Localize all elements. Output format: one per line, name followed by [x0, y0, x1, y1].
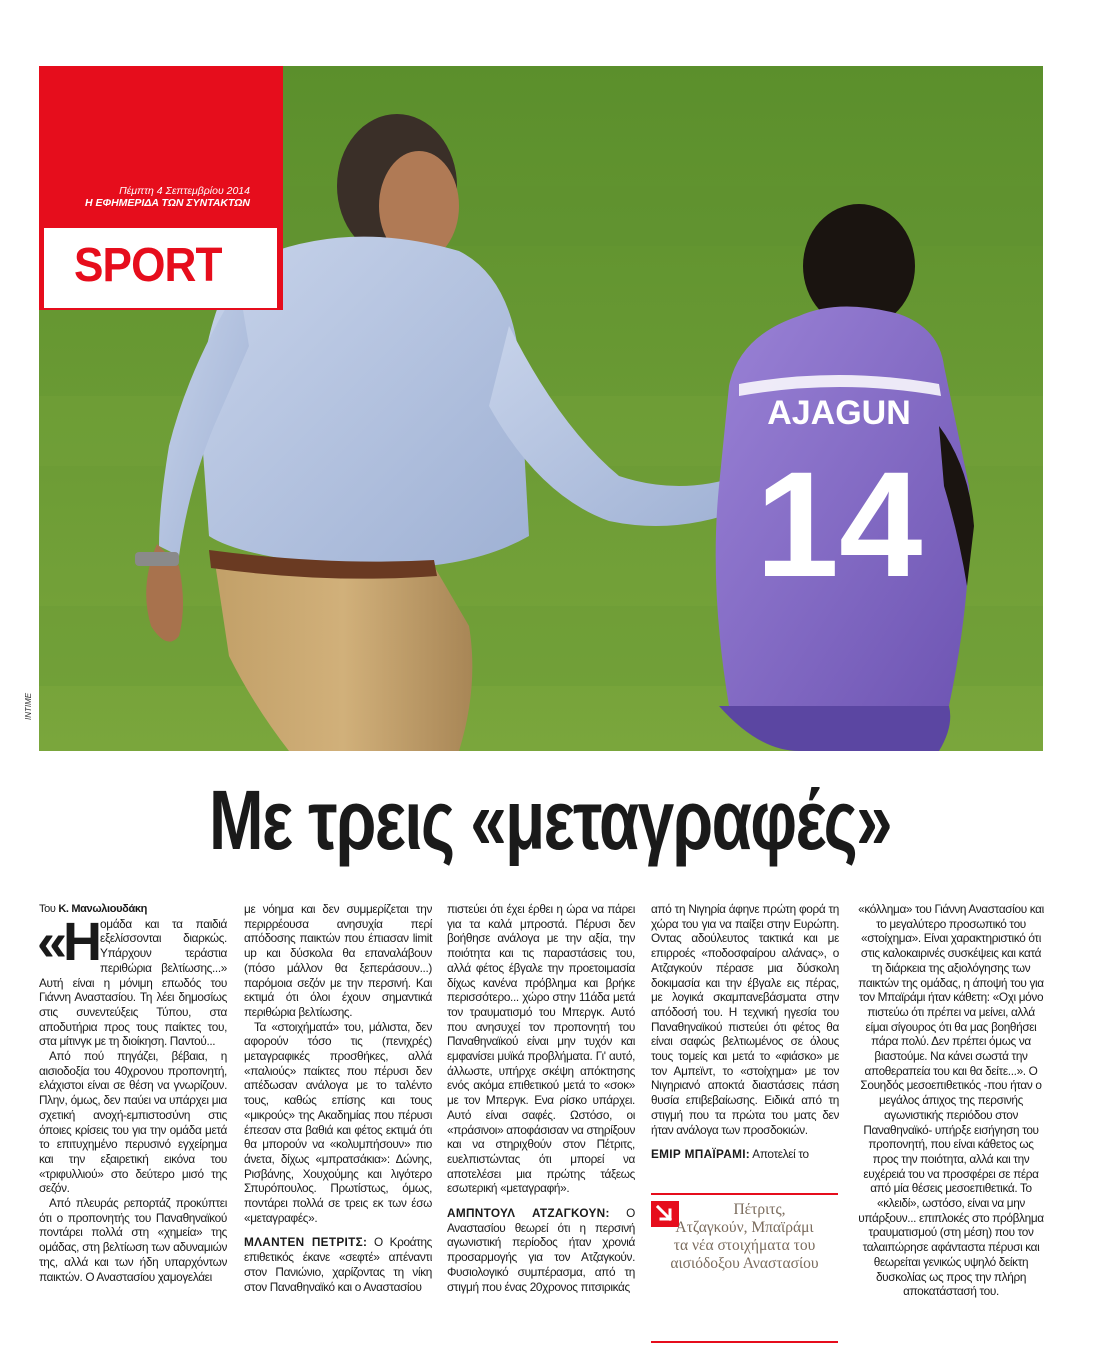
paragraph: από τη Νιγηρία άφηνε πρώτη φορά τη χώρα του για να παίξει στην Ευρώπη. Οντας αδούλευτος τακτικά και με επιρροές «ποδοσφαίρου αλάνας», ο Ατζαγκούν πέρασε μια δύσκολη δοκιμασία και την έβγαλε εις πέρας, με λογικά σκαμπανεβάσματα στην απόδοσή του. Η τεχνική ηγεσία του Παναθηναϊκού πιστεύει ότι φέτος θα είναι σαφώς βελτιωμένος σε όλους τους τομείς και μετά το «φιάσκο» με τον Αμπεϊντ, το «στοίχημα» με τον Νιγηριανό αποκτά διαστάσεις πάση θυσία επιβεβαίωσης. Ειδικά από τη στιγμή που τα πρώτα του ματς δεν ήταν ανάλογα των προσδοκιών.	[651, 902, 839, 1137]
column-1	[39, 902, 227, 1284]
subhead-paragraph: ΕΜΙΡ ΜΠΑΪΡΑΜΙ: Αποτελεί το	[651, 1147, 809, 1162]
paragraph: Από πλευράς ρεπορτάζ προκύπτει ότι ο προπονητής του Παναθηναϊκού ποντάρει πολλά στη «χημεία» της ομάδας, στη βελτίωση των αδυναμιών της, αλλά και των ήδη υπαρχόντων παικτών. Ο Αναστασίου χαμογελάει	[39, 1196, 227, 1284]
column-2	[244, 902, 432, 1294]
paragraph: «κόλλημα» του Γιάννη Αναστασίου και το μεγαλύτερο προσωπικό του «στοίχημα». Είναι χαρακτηριστικό ότι στις καλοκαιρινές συσκέψεις και κατά τη διάρκεια της αξιολόγησης των παικτών της ομάδας, η άποψή του για τον Μπαϊράμι ήταν κάθετη: «Οχι μόνο πιστεύω ότι πρέπει να μείνει, αλλά είμαι σίγουρος ότι θα μας βοηθήσει πάρα πολύ. Δεν πρέπει όμως να βιαστούμε. Να κάνει σωστά την αποθεραπεία του και θα δείτε...». Ο Σουηδός μεσοεπιθετικός -που ήταν ο μεγάλος άπιχος της περσινής αγωνιστικής περιόδου στον Παναθηναϊκό- υπήρξε εισήγηση του προπονητή, που είναι κάθετος ως προς την ποιότητα, αλλά και την ευχέρειά του να προσφέρει σε πέρα από μία θέσεις μεσοεπιθετικά. Το «κλειδί», ωστόσο, είναι να μην υπάρξουν... επιπλοκές στο πρόβλημα τραυματισμού (στη μέση) που τον ταλαιπώρησε αφάνταστα πέρυσι και θεωρείται γενικώς υψηλό δείκτη δυσκολίας ως προς την πλήρη αποκατάστασή του.	[858, 902, 1044, 1299]
paragraph: ομάδα και τα παιδιά εξελίσσονται διαρκώς. Υπάρχουν τεράστια περιθώρια βελτίωσης...» Αυτή είναι η μόνιμη επωδός του Γιάννη Αναστασίου. Τη λέει δημοσίως στις συνεντεύξεις Τύπου, στα αποδυτήρια προς τους παίκτες του, στα μίτινγκ με τη διοίκηση. Παντού...	[39, 916, 227, 1049]
subhead: ΑΜΠΝΤΟΥΛ ΑΤΖΑΓΚΟΥΝ:	[447, 1206, 610, 1221]
column-3	[447, 902, 635, 1294]
article-body	[39, 902, 1049, 1352]
photo-credit: INTIME	[24, 692, 33, 720]
issue-date-block	[60, 185, 250, 209]
issue-date: Πέμπτη 4 Σεπτεμβρίου 2014	[119, 185, 250, 197]
byline-author: Κ. Μανωλιουδάκη	[58, 903, 148, 915]
paragraph: Τα «στοιχήματά» του, μάλιστα, δεν αφορούν τόσο τις (πενιχρές) μεταγραφικές προσθήκες, αλλά «παλιούς» παίκτες που πέρυσι δεν απέδωσαν ανάλογα με το ταλέντο τους, καθώς επίσης και τους «μικρούς» της Ακαδημίας που πέρυσι έπεσαν στα βαθιά και φέτος εκτιμά ότι θα μπορούν να «κολυμπήσουν» πιο άνετα, δίχως «μπρατσάκια»: Δώνης, Ρισβάνης, Χουχούμης και λιγότερο Σπυρόπουλος. Πρωτίστως, όμως, ποντάρει πολλά σε τρεις εκ των έσω «μεταγραφές».	[244, 1019, 432, 1225]
headline: Με τρεις «μεταγραφές»	[209, 773, 891, 867]
pull-quote	[651, 1193, 838, 1343]
pull-quote-text: Πέτριτς, Ατζαγκούν, Μπαϊράμι τα νέα στοιχήματα του αισιόδοξου Αναστασίου	[670, 1201, 819, 1272]
paper-name: Η ΕΦΗΜΕΡΙΔΑ ΤΩΝ ΣΥΝΤΑΚΤΩΝ	[84, 197, 250, 209]
paragraph: Από πού πηγάζει, βέβαια, η αισιοδοξία του 40χρονου προπονητή, ελάχιστοι είναι σε θέση να γνωρίζουν. Πλην, όμως, δεν παύει να υπάρχει μια σχετική ανοχή-εμπιστοσύνη στις όποιες κρίσεις του για την ομάδα μετά το επιτυχημένο περυσινό εγχείρημα και την εξαιρετική εικόνα του «τριφυλλιού» στο δεύτερο μισό της σεζόν.	[39, 1049, 227, 1196]
column-4	[651, 902, 839, 1162]
jersey-name: AJAGUN	[767, 394, 911, 432]
subhead: ΜΛΑΝΤΕΝ ΠΕΤΡΙΤΣ:	[244, 1235, 368, 1250]
jersey-number: 14	[755, 440, 923, 608]
paragraph: με νόημα και δεν συμμερίζεται την περιρρέουσα ανησυχία περί απόδοσης παικτών που έπιασαν limit up και δύσκολα θα επαναλάβουν (πόσο μάλλον θα ξεπεράσουν...) παρόμοια σεζόν με την περσινή. Και εκτιμά ότι όλοι έχουν σημαντικά περιθώρια βελτίωσης.	[244, 902, 432, 1019]
subhead-paragraph: ΑΜΠΝΤΟΥΛ ΑΤΖΑΓΚΟΥΝ: Ο Αναστασίου θεωρεί ότι η περσινή αγωνιστική περίοδος ήταν χρονιά προσαρμογής για τον Ατζαγκούν. Φυσιολογικό συμπέρασμα, από τη στιγμή που ένας 20χρονος πιτσιρικάς	[447, 1206, 635, 1294]
subhead: ΕΜΙΡ ΜΠΑΪΡΑΜΙ:	[651, 1147, 751, 1162]
subhead-paragraph: ΜΛΑΝΤΕΝ ΠΕΤΡΙΤΣ: Ο Κροάτης επιθετικός έκανε «σεφτέ» απέναντι στον Πανιώνιο, χαρίζοντας τη νίκη στον Παναθηναϊκό και ο Αναστασίου	[244, 1235, 432, 1294]
byline: Του Κ. Μανωλιουδάκη	[39, 903, 148, 915]
paragraph: πιστεύει ότι έχει έρθει η ώρα να πάρει για τα καλά μπροστά. Πέρυσι δεν βοήθησε ανάλογα με την αξία, την ποιότητα και τις παραστάσεις του, αλλά φέτος έβγαλε την προετοιμασία δίχως κανένα πρόβλημα και βρήκε περισσότερο... χώρο στην 11άδα μετά τον τραυματισμό του Μπεργκ. Αυτό που ανησυχεί τον προπονητή του Παναθηναϊκού είναι μην τυχόν και εμφανίσει μυϊκά προβλήματα. Γι' αυτό, άλλωστε, υπήρχε σκέψη απόκτησης ενός ακόμα επιθετικού μετά το «σοκ» με τον Μπεργκ. Ενα ρίσκο υπάρχει. Αυτό είναι σαφές. Ωστόσο, οι «πράσινοι» αποφάσισαν να στηρίξουν και να στηριχθούν στον Πέτριτς, ευελπιστώντας ότι μπορεί να αποτελέσει μια πρώτης τάξεως εσωτερική «μεταγραφή».	[447, 902, 635, 1196]
drop-cap: «Η	[37, 911, 99, 972]
lead-paragraph	[37, 911, 227, 1049]
column-5	[857, 902, 1045, 1299]
section-label: SPORT	[74, 239, 222, 292]
